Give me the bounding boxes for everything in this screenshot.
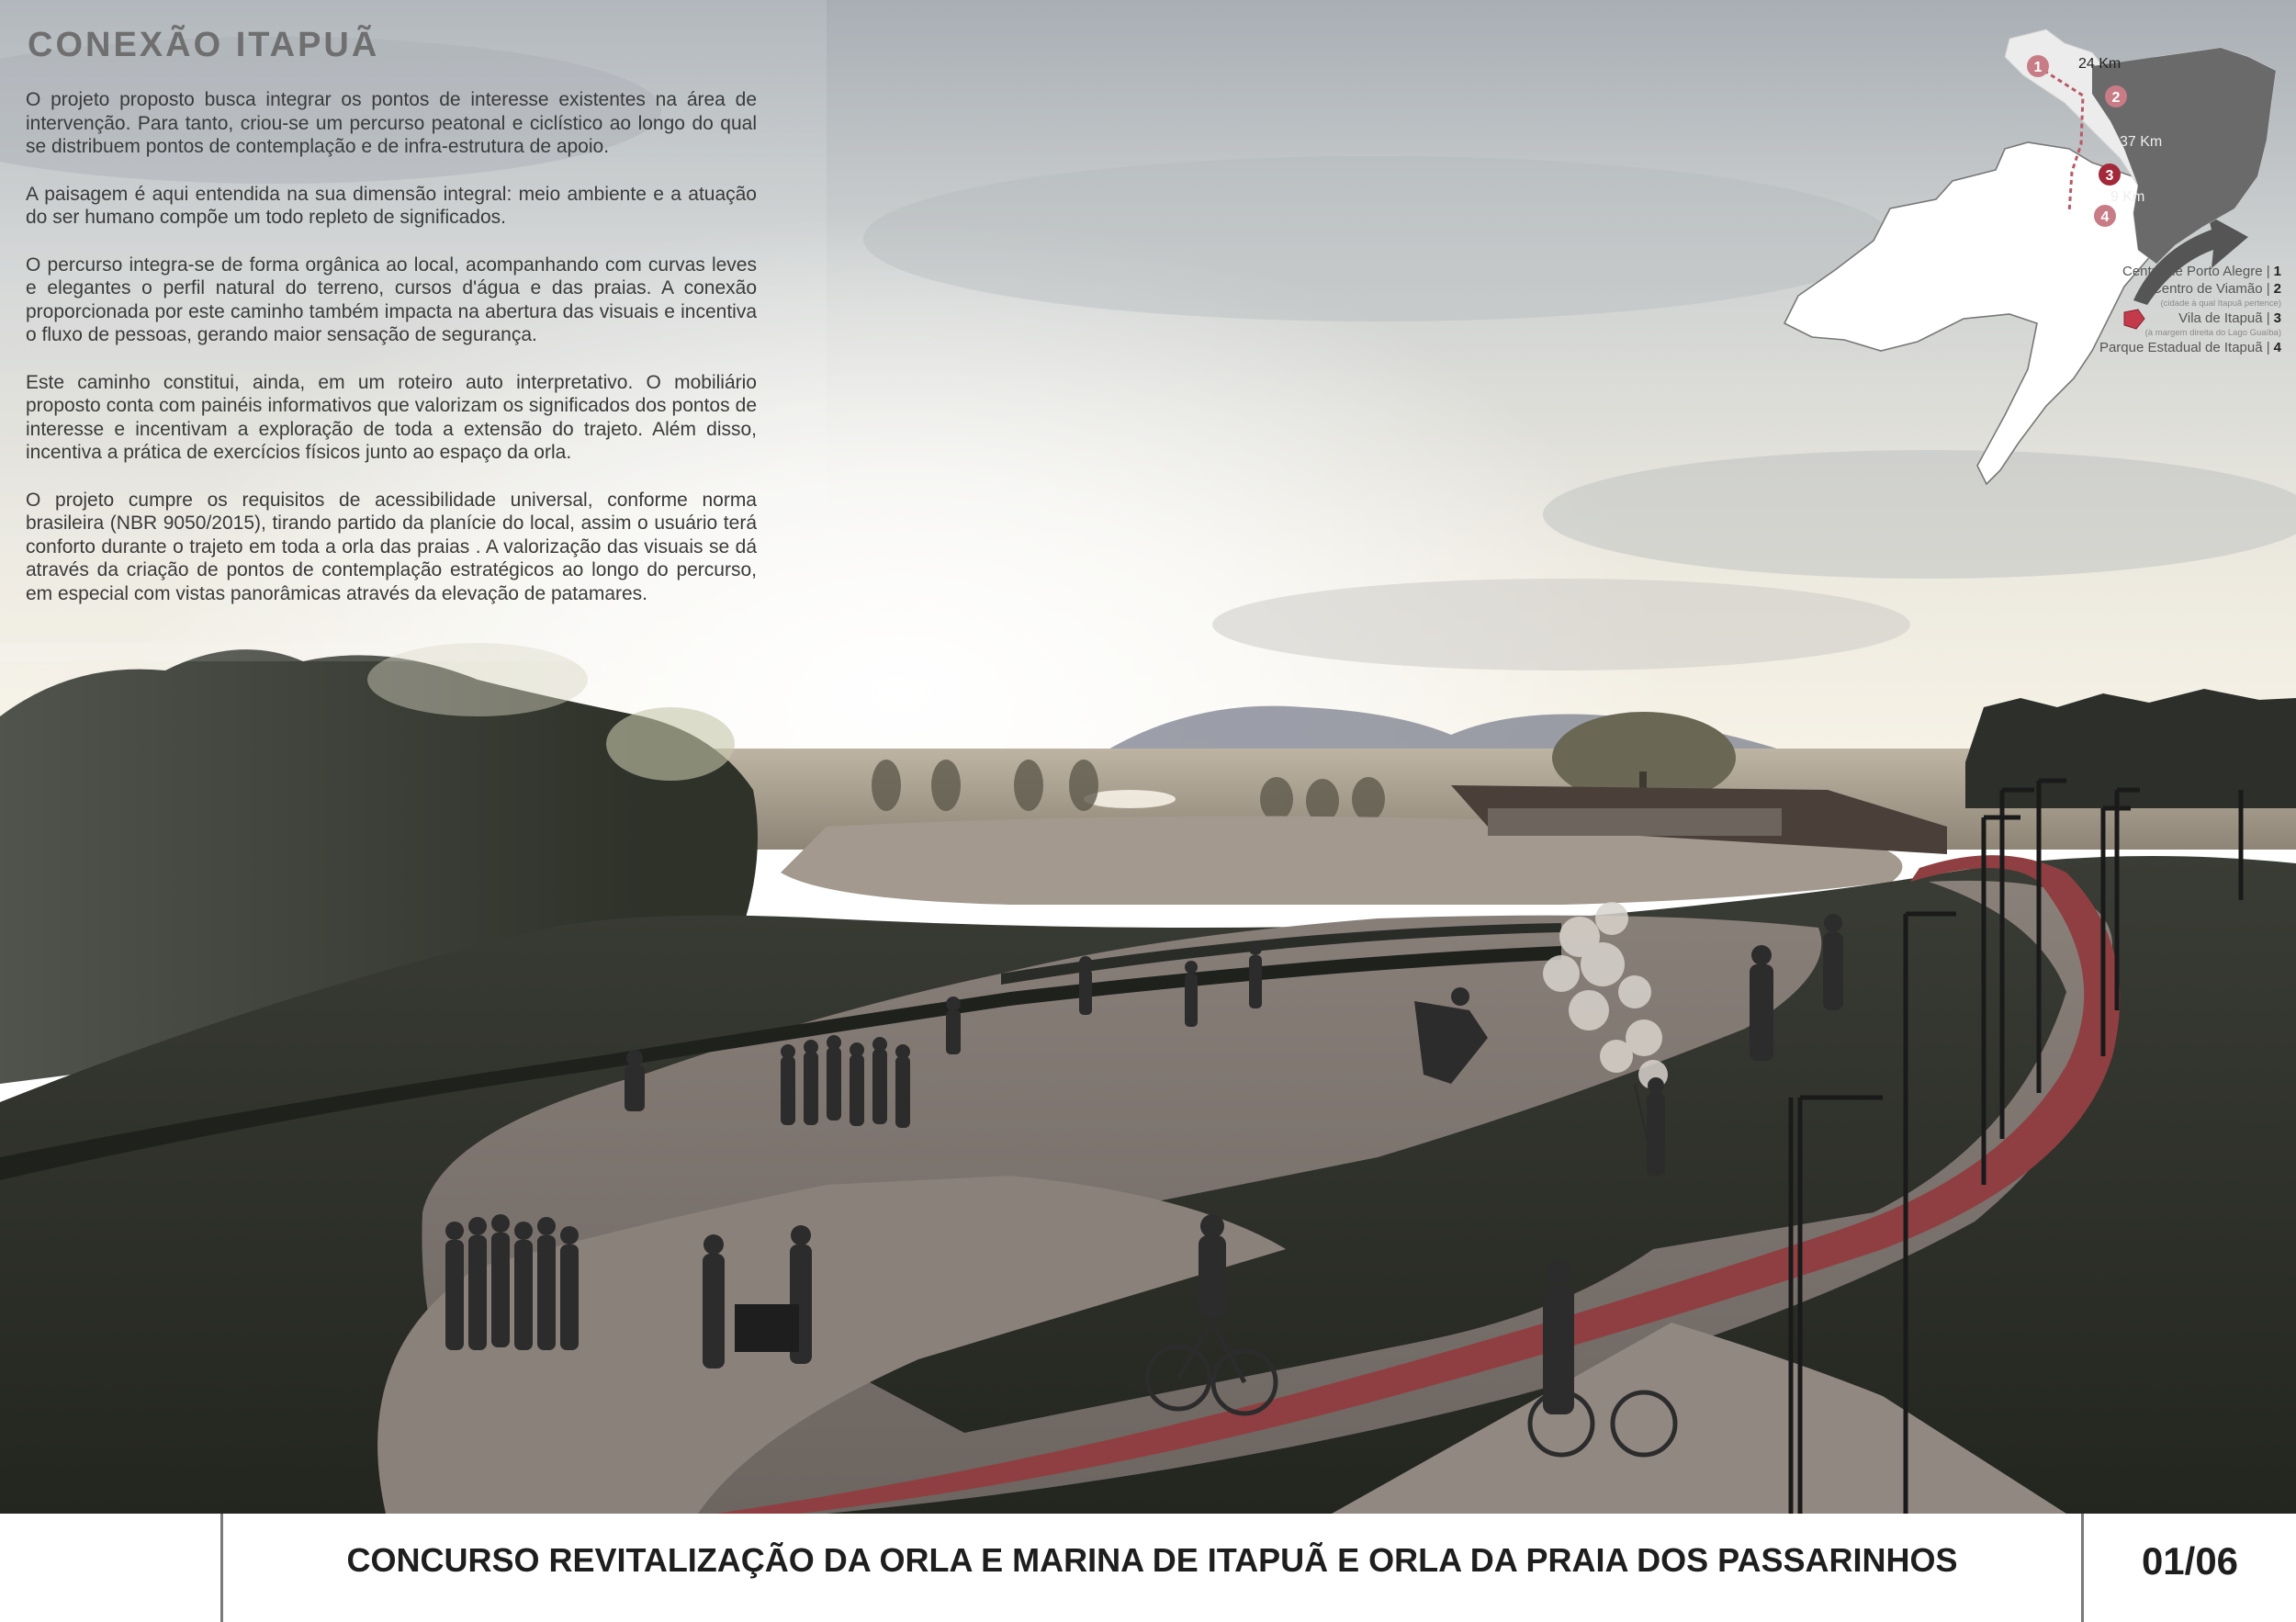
- map-marker-3: [2099, 163, 2121, 186]
- description-paragraph: O projeto proposto busca integrar os pontos de interesse existentes na área de intervenção. Para tanto, criou-se um percurso peatonal e ciclístico ao longo do qual se distribuem pontos de contemplação e de infra-estrutura de apoio.: [26, 89, 757, 157]
- map-legend: [2099, 263, 2281, 356]
- project-description: [26, 88, 757, 629]
- page-number: 01/06: [2141, 1539, 2239, 1583]
- location-map: [1660, 20, 2296, 498]
- legend-item: Vila de Itapuã | 3: [2178, 310, 2281, 326]
- description-paragraph: A paisagem é aqui entendida na sua dimensão integral: meio ambiente e a atuação do ser humano compõe um todo repleto de significados.: [26, 183, 757, 228]
- distance-label: 24 Km: [2078, 56, 2122, 72]
- svg-text:4: 4: [2100, 209, 2110, 225]
- description-paragraph: O percurso integra-se de forma orgânica ao local, acompanhando com curvas leves e elegantes o perfil natural do terreno, cursos d'água e das praias. A conexão proporcionada por este caminho também impacta na abertura das visuais e incentiva o fluxo de pessoas, gerando maior sensação de segurança.: [26, 253, 757, 345]
- svg-text:1: 1: [2033, 60, 2043, 75]
- legend-note: (cidade à qual Itapuã pertence): [2160, 298, 2281, 309]
- map-marker-4: [2094, 205, 2116, 227]
- distance-label: 9 Km: [2110, 189, 2145, 205]
- legend-item: Parque Estadual de Itapuã | 4: [2099, 340, 2281, 355]
- description-paragraph: O projeto cumpre os requisitos de acessibilidade universal, conforme norma brasileira (NBR 9050/2015), tirando partido da planície do local, assim o usuário terá conforto durante o trajeto em toda a orla das praias . A valorização das visuais se dá através da criação de pontos de contemplação estratégicos ao longo do percurso, em especial com vistas panorâmicas através da elevação de patamares.: [26, 489, 757, 604]
- legend-note: (à margem direita do Lago Guaíba): [2144, 328, 2281, 338]
- svg-text:3: 3: [2105, 168, 2114, 184]
- description-paragraph: Este caminho constitui, ainda, em um roteiro auto interpretativo. O mobiliário proposto conta com painéis informativos que valorizam os significados dos pontos de interesse e incentivam a exploração de toda a extensão do trajeto. Além disso, incentiva a prática de exercícios físicos junto ao espaço da orla.: [26, 371, 757, 463]
- footer-bar: [0, 1514, 2296, 1622]
- svg-text:2: 2: [2111, 90, 2121, 106]
- page-title: CONEXÃO ITAPUÃ: [28, 26, 380, 64]
- map-marker-1: [2027, 55, 2049, 77]
- distance-label: 37 Km: [2120, 134, 2163, 150]
- legend-item: Centro de Porto Alegre | 1: [2122, 264, 2281, 279]
- legend-item: Centro de Viamão | 2: [2151, 281, 2281, 297]
- map-marker-2: [2105, 85, 2127, 107]
- competition-title: CONCURSO REVITALIZAÇÃO DA ORLA E MARINA DE ITAPUÃ E ORLA DA PRAIA DOS PASSARINHOS: [346, 1541, 1958, 1579]
